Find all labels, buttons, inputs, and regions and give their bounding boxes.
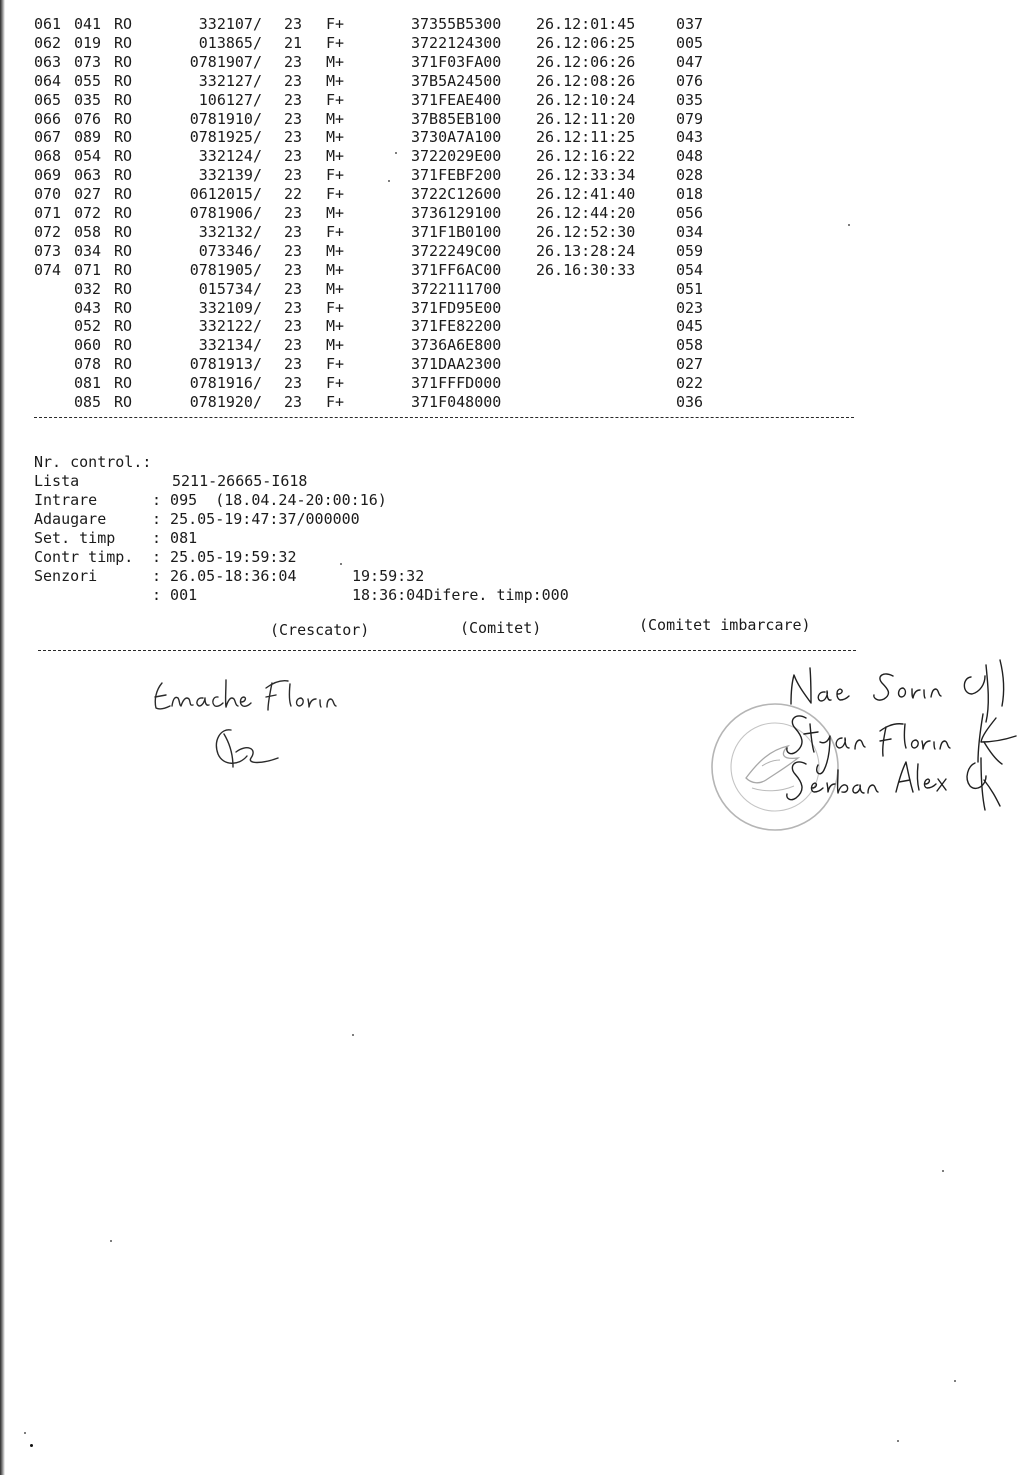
row-year: 21 xyxy=(284,33,303,52)
scan-speck xyxy=(897,1440,899,1442)
row-time: 26.12:06:26 xyxy=(536,52,636,71)
row-code: 054 xyxy=(676,260,704,279)
row-country: RO xyxy=(114,260,133,279)
table-row xyxy=(0,223,760,242)
row-year: 23 xyxy=(284,222,303,241)
role-crescator: (Crescator) xyxy=(270,621,370,639)
table-row xyxy=(0,299,760,318)
row-sex: F+ xyxy=(326,374,345,393)
row-sex: M+ xyxy=(326,52,345,71)
row-code: 076 xyxy=(676,71,704,90)
row-country: RO xyxy=(114,185,133,204)
row-sex: F+ xyxy=(326,298,345,317)
row-ring: 332134/ xyxy=(198,336,262,355)
row-index: 027 xyxy=(74,185,102,204)
table-row xyxy=(0,336,760,355)
scan-speck xyxy=(954,1380,956,1382)
row-code: 036 xyxy=(676,393,704,411)
senzori-value: : 001 xyxy=(152,586,198,604)
row-position: 066 xyxy=(34,109,62,128)
row-sex: F+ xyxy=(326,33,345,52)
row-code: 023 xyxy=(676,298,704,317)
row-position: 073 xyxy=(34,241,62,260)
row-code: 048 xyxy=(676,147,704,166)
row-year: 23 xyxy=(284,260,303,279)
row-country: RO xyxy=(114,241,133,260)
row-chip: 3722C12600 xyxy=(411,185,502,204)
row-index: 032 xyxy=(74,279,102,298)
row-code: 022 xyxy=(676,374,704,393)
row-year: 23 xyxy=(284,279,303,298)
row-index: 058 xyxy=(74,222,102,241)
row-sex: F+ xyxy=(326,222,345,241)
row-chip: 3722249C00 xyxy=(411,241,502,260)
row-time: 26.16:30:33 xyxy=(536,260,636,279)
row-index: 034 xyxy=(74,241,102,260)
row-position: 071 xyxy=(34,204,62,222)
row-code: 027 xyxy=(676,355,704,374)
row-time: 26.12:16:22 xyxy=(536,147,636,166)
row-country: RO xyxy=(114,222,133,241)
row-sex: M+ xyxy=(326,147,345,166)
row-index: 043 xyxy=(74,298,102,317)
row-chip: 371FD95E00 xyxy=(411,298,502,317)
row-country: RO xyxy=(114,298,133,317)
row-index: 072 xyxy=(74,204,102,222)
table-row xyxy=(0,185,760,204)
row-index: 076 xyxy=(74,109,102,128)
table-row xyxy=(0,110,760,129)
row-chip: 371DAA2300 xyxy=(411,355,502,374)
row-code: 059 xyxy=(676,241,704,260)
row-year: 22 xyxy=(284,185,303,204)
row-code: 035 xyxy=(676,90,704,109)
club-stamp xyxy=(708,700,842,834)
scan-speck xyxy=(848,224,850,226)
scan-speck xyxy=(942,1170,944,1172)
row-country: RO xyxy=(114,128,133,147)
row-index: 041 xyxy=(74,15,102,33)
row-code: 079 xyxy=(676,109,704,128)
intrare-label: Intrare xyxy=(34,491,98,509)
row-sex: M+ xyxy=(326,336,345,355)
row-ring: 015734/ xyxy=(198,279,262,298)
scan-speck xyxy=(110,1240,112,1242)
row-index: 035 xyxy=(74,90,102,109)
row-position: 064 xyxy=(34,71,62,90)
row-sex: M+ xyxy=(326,71,345,90)
row-code: 005 xyxy=(676,33,704,52)
row-chip: 371F1B0100 xyxy=(411,222,502,241)
row-time: 26.12:08:26 xyxy=(536,71,636,90)
row-code: 037 xyxy=(676,15,704,33)
row-chip: 3736129100 xyxy=(411,204,502,222)
row-position: 068 xyxy=(34,147,62,166)
row-year: 23 xyxy=(284,15,303,33)
row-code: 047 xyxy=(676,52,704,71)
row-sex: M+ xyxy=(326,204,345,222)
row-chip: 37355B5300 xyxy=(411,15,502,33)
contr-timp-extra: 18:36:04Difere. timp:000 xyxy=(352,586,569,604)
table-row xyxy=(0,355,760,374)
table-row xyxy=(0,374,760,393)
row-year: 23 xyxy=(284,393,303,411)
row-sex: M+ xyxy=(326,241,345,260)
row-ring: 0781906/ xyxy=(189,204,262,222)
row-time: 26.12:06:25 xyxy=(536,33,636,52)
table-row xyxy=(0,72,760,91)
row-ring: 332132/ xyxy=(198,222,262,241)
row-index: 019 xyxy=(74,33,102,52)
table-row xyxy=(0,317,760,336)
row-country: RO xyxy=(114,15,133,33)
row-sex: F+ xyxy=(326,355,345,374)
row-year: 23 xyxy=(284,166,303,185)
row-sex: F+ xyxy=(326,166,345,185)
row-sex: M+ xyxy=(326,109,345,128)
table-row xyxy=(0,204,760,223)
scan-speck xyxy=(388,180,390,182)
row-country: RO xyxy=(114,90,133,109)
row-year: 23 xyxy=(284,241,303,260)
row-chip: 3722111700 xyxy=(411,279,502,298)
row-index: 081 xyxy=(74,374,102,393)
row-time: 26.12:11:25 xyxy=(536,128,636,147)
row-chip: 371F048000 xyxy=(411,393,502,411)
row-ring: 332109/ xyxy=(198,298,262,317)
role-comitet-imbarcare: (Comitet imbarcare) xyxy=(639,616,811,634)
row-country: RO xyxy=(114,109,133,128)
row-chip: 3722029E00 xyxy=(411,147,502,166)
row-year: 23 xyxy=(284,52,303,71)
row-position: 074 xyxy=(34,260,62,279)
row-index: 085 xyxy=(74,393,102,411)
row-ring: 0781916/ xyxy=(189,374,262,393)
row-position: 072 xyxy=(34,222,62,241)
row-chip: 371FFFD000 xyxy=(411,374,502,393)
row-time: 26.13:28:24 xyxy=(536,241,636,260)
row-position: 067 xyxy=(34,128,62,147)
row-sex: M+ xyxy=(326,279,345,298)
row-position: 065 xyxy=(34,90,62,109)
nr-control-label: Nr. control.: xyxy=(34,453,152,471)
adaugare-label: Adaugare xyxy=(34,510,107,528)
row-index: 054 xyxy=(74,147,102,166)
row-sex: M+ xyxy=(326,128,345,147)
row-year: 23 xyxy=(284,109,303,128)
signature-separator-line xyxy=(38,650,856,651)
row-chip: 371FEBF200 xyxy=(411,166,502,185)
row-index: 052 xyxy=(74,317,102,336)
row-country: RO xyxy=(114,355,133,374)
row-ring: 0612015/ xyxy=(189,185,262,204)
contr-timp-label: Contr timp. xyxy=(34,548,134,566)
row-position: 063 xyxy=(34,52,62,71)
row-year: 23 xyxy=(284,128,303,147)
row-index: 055 xyxy=(74,71,102,90)
row-chip: 37B85EB100 xyxy=(411,109,502,128)
table-row xyxy=(0,128,760,147)
row-chip: 3736A6E800 xyxy=(411,336,502,355)
row-chip: 3730A7A100 xyxy=(411,128,502,147)
scan-speck xyxy=(395,152,397,154)
row-code: 051 xyxy=(676,279,704,298)
row-index: 060 xyxy=(74,336,102,355)
table-row xyxy=(0,393,760,412)
scan-speck xyxy=(340,563,342,565)
set-timp-value: : 25.05-19:59:32 xyxy=(152,548,297,566)
row-index: 078 xyxy=(74,355,102,374)
row-sex: F+ xyxy=(326,15,345,33)
row-chip: 371F03FA00 xyxy=(411,52,502,71)
row-ring: 332122/ xyxy=(198,317,262,336)
row-ring: 0781907/ xyxy=(189,52,262,71)
row-ring: 332139/ xyxy=(198,166,262,185)
row-country: RO xyxy=(114,71,133,90)
row-year: 23 xyxy=(284,147,303,166)
row-year: 23 xyxy=(284,298,303,317)
row-time: 26.12:41:40 xyxy=(536,185,636,204)
row-ring: 332107/ xyxy=(198,15,262,33)
row-time: 26.12:11:20 xyxy=(536,109,636,128)
row-country: RO xyxy=(114,204,133,222)
row-sex: M+ xyxy=(326,260,345,279)
row-sex: F+ xyxy=(326,90,345,109)
row-position: 062 xyxy=(34,33,62,52)
row-code: 045 xyxy=(676,317,704,336)
row-sex: F+ xyxy=(326,393,345,411)
set-timp-extra: 19:59:32 xyxy=(352,567,425,585)
table-row xyxy=(0,166,760,185)
table-row xyxy=(0,261,760,280)
role-comitet: (Comitet) xyxy=(460,619,542,637)
row-time: 26.12:01:45 xyxy=(536,15,636,33)
senzori-row xyxy=(34,548,198,604)
table-row xyxy=(0,147,760,166)
row-code: 058 xyxy=(676,336,704,355)
table-row xyxy=(0,242,760,261)
row-index: 063 xyxy=(74,166,102,185)
row-position: 070 xyxy=(34,185,62,204)
lista-label: Lista xyxy=(34,472,80,490)
table-row xyxy=(0,53,760,72)
row-ring: 0781920/ xyxy=(189,393,262,411)
row-position: 061 xyxy=(34,15,62,33)
row-year: 23 xyxy=(284,71,303,90)
row-time: 26.12:10:24 xyxy=(536,90,636,109)
contr-timp-value: : 26.05-18:36:04 xyxy=(152,567,297,585)
table-row xyxy=(0,280,760,299)
row-index: 073 xyxy=(74,52,102,71)
row-year: 23 xyxy=(284,374,303,393)
row-ring: 073346/ xyxy=(198,241,262,260)
row-year: 23 xyxy=(284,204,303,222)
row-country: RO xyxy=(114,52,133,71)
separator-line xyxy=(34,417,854,418)
row-ring: 0781925/ xyxy=(189,128,262,147)
nr-control-value: 5211-26665-I618 xyxy=(172,472,308,490)
row-position: 069 xyxy=(34,166,62,185)
row-year: 23 xyxy=(284,336,303,355)
table-row xyxy=(0,15,760,34)
row-sex: F+ xyxy=(326,185,345,204)
scan-speck xyxy=(24,1432,26,1434)
row-time: 26.12:52:30 xyxy=(536,222,636,241)
row-country: RO xyxy=(114,374,133,393)
row-chip: 371FE82200 xyxy=(411,317,502,336)
row-country: RO xyxy=(114,166,133,185)
scan-speck xyxy=(352,1034,354,1036)
row-chip: 3722124300 xyxy=(411,33,502,52)
scan-speck xyxy=(30,1444,33,1447)
lista-value: : 095 (18.04.24-20:00:16) xyxy=(152,491,387,509)
row-ring: 0781913/ xyxy=(189,355,262,374)
row-time: 26.12:44:20 xyxy=(536,204,636,222)
table-row xyxy=(0,91,760,110)
row-country: RO xyxy=(114,336,133,355)
row-country: RO xyxy=(114,33,133,52)
row-year: 23 xyxy=(284,317,303,336)
row-chip: 371FEAE400 xyxy=(411,90,502,109)
row-country: RO xyxy=(114,279,133,298)
row-year: 23 xyxy=(284,355,303,374)
row-country: RO xyxy=(114,393,133,411)
row-code: 043 xyxy=(676,128,704,147)
senzori-label: Senzori xyxy=(34,567,98,585)
control-info xyxy=(34,434,569,604)
row-sex: M+ xyxy=(326,317,345,336)
row-ring: 0781905/ xyxy=(189,260,262,279)
adaugare-value: : 081 xyxy=(152,529,198,547)
row-code: 056 xyxy=(676,204,704,222)
row-index: 071 xyxy=(74,260,102,279)
row-chip: 37B5A24500 xyxy=(411,71,502,90)
table-row xyxy=(0,34,760,53)
row-code: 018 xyxy=(676,185,704,204)
row-chip: 371FF6AC00 xyxy=(411,260,502,279)
row-ring: 332127/ xyxy=(198,71,262,90)
row-ring: 106127/ xyxy=(198,90,262,109)
row-code: 034 xyxy=(676,222,704,241)
set-timp-label: Set. timp xyxy=(34,529,116,547)
row-ring: 0781910/ xyxy=(189,109,262,128)
row-year: 23 xyxy=(284,90,303,109)
row-country: RO xyxy=(114,317,133,336)
intrare-value: : 25.05-19:47:37/000000 xyxy=(152,510,360,528)
row-country: RO xyxy=(114,147,133,166)
row-index: 089 xyxy=(74,128,102,147)
row-time: 26.12:33:34 xyxy=(536,166,636,185)
row-ring: 332124/ xyxy=(198,147,262,166)
row-code: 028 xyxy=(676,166,704,185)
row-ring: 013865/ xyxy=(198,33,262,52)
